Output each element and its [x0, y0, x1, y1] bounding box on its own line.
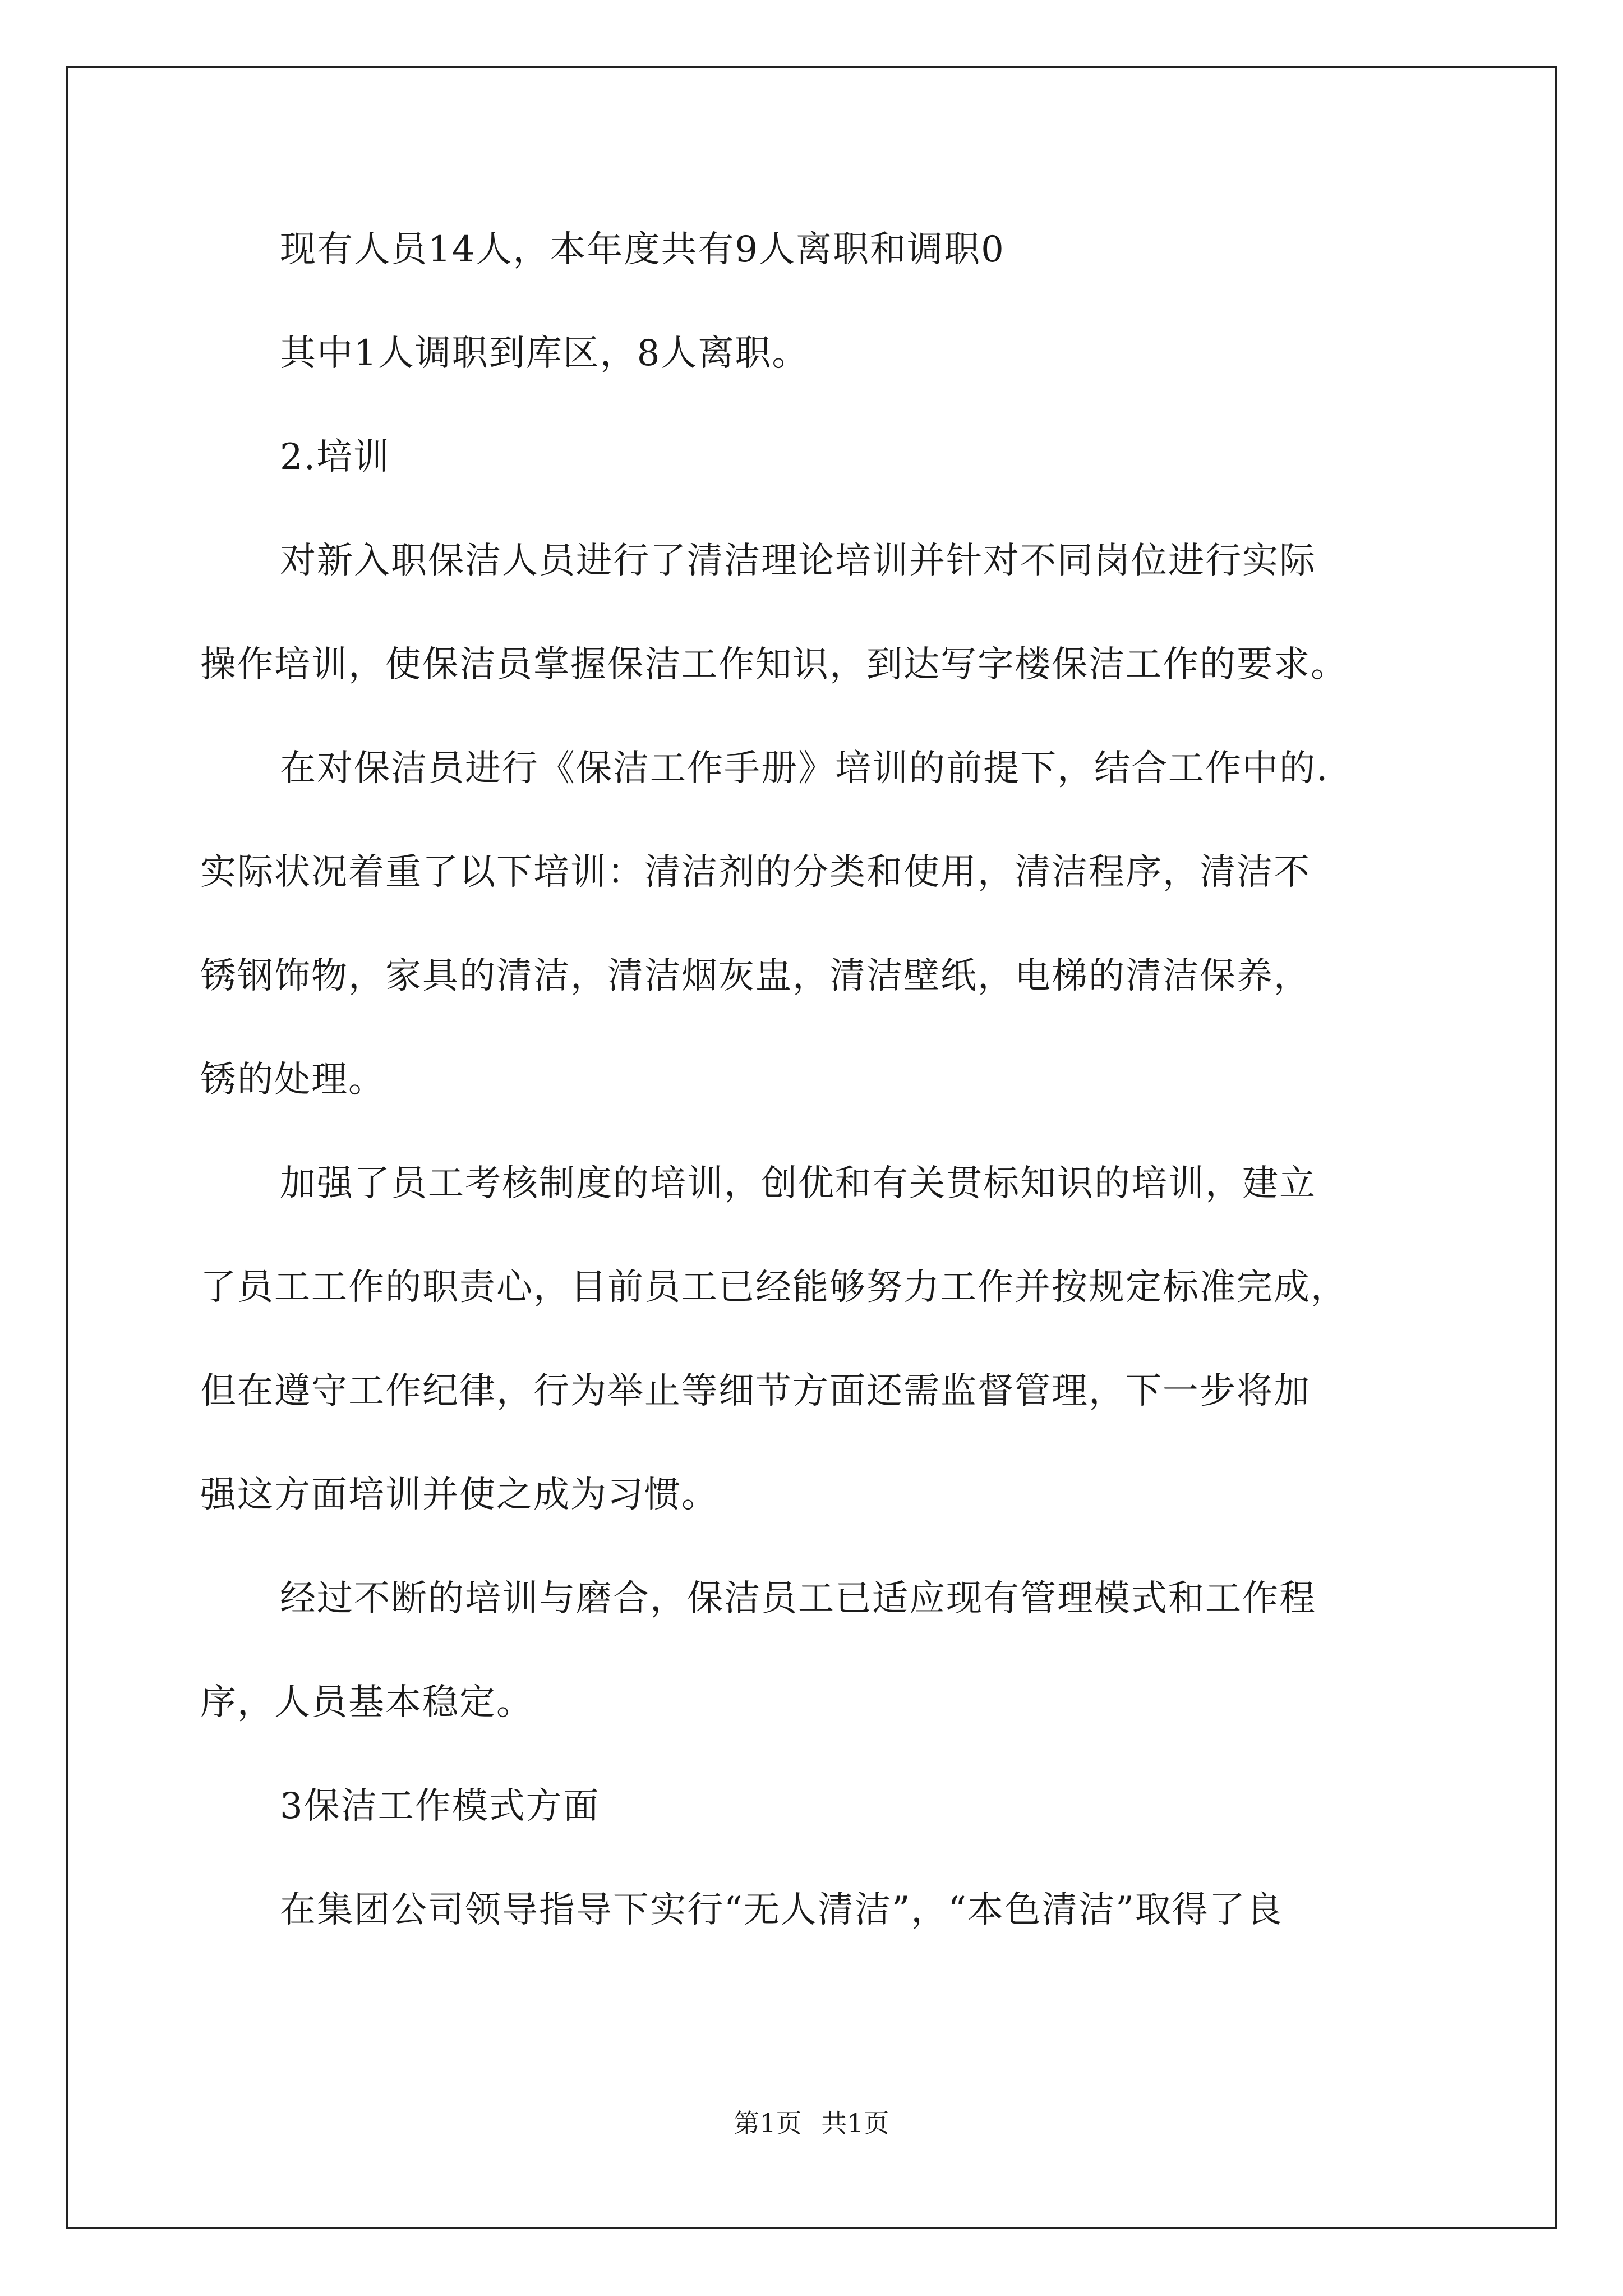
text-line: 操作培训，使保洁员掌握保洁工作知识，到达写字楼保洁工作的要求。	[200, 644, 1348, 685]
text-line: 在集团公司领导指导下实行“无人清洁”，“本色清洁”取得了良	[280, 1889, 1283, 1931]
text-line: 对新入职保洁人员进行了清洁理论培训并针对不同岗位进行实际	[280, 540, 1316, 582]
text-line: 在对保洁员进行《保洁工作手册》培训的前提下，结合工作中的.	[280, 748, 1329, 789]
page-footer	[0, 2106, 1623, 2140]
text-line: 锈钢饰物，家具的清洁，清洁烟灰盅，清洁壁纸，电梯的清洁保养，	[200, 955, 1311, 997]
text-line: 经过不断的培训与磨合，保洁员工已适应现有管理模式和工作程	[280, 1578, 1316, 1619]
section-heading: 2.培训	[280, 436, 391, 478]
text-line: 实际状况着重了以下培训：清洁剂的分类和使用，清洁程序，清洁不	[200, 852, 1311, 893]
text-line: 现有人员14人，本年度共有9人离职和调职0	[280, 229, 1005, 270]
text-line: 加强了员工考核制度的培训，创优和有关贯标知识的培训，建立	[280, 1163, 1316, 1204]
text-line: 但在遵守工作纪律，行为举止等细节方面还需监督管理，下一步将加	[200, 1370, 1311, 1412]
section-heading: 3保洁工作模式方面	[280, 1786, 600, 1827]
page-total: 共1页	[821, 2108, 889, 2138]
text-line: 序，人员基本稳定。	[200, 1682, 533, 1723]
text-line: 其中1人调职到库区，8人离职。	[280, 333, 809, 374]
page-number: 第1页	[734, 2108, 802, 2138]
text-line: 锈的处理。	[200, 1059, 385, 1101]
text-line: 了员工工作的职责心，目前员工已经能够努力工作并按规定标准完成，	[200, 1267, 1348, 1308]
text-line: 强这方面培训并使之成为习惯。	[200, 1474, 718, 1516]
